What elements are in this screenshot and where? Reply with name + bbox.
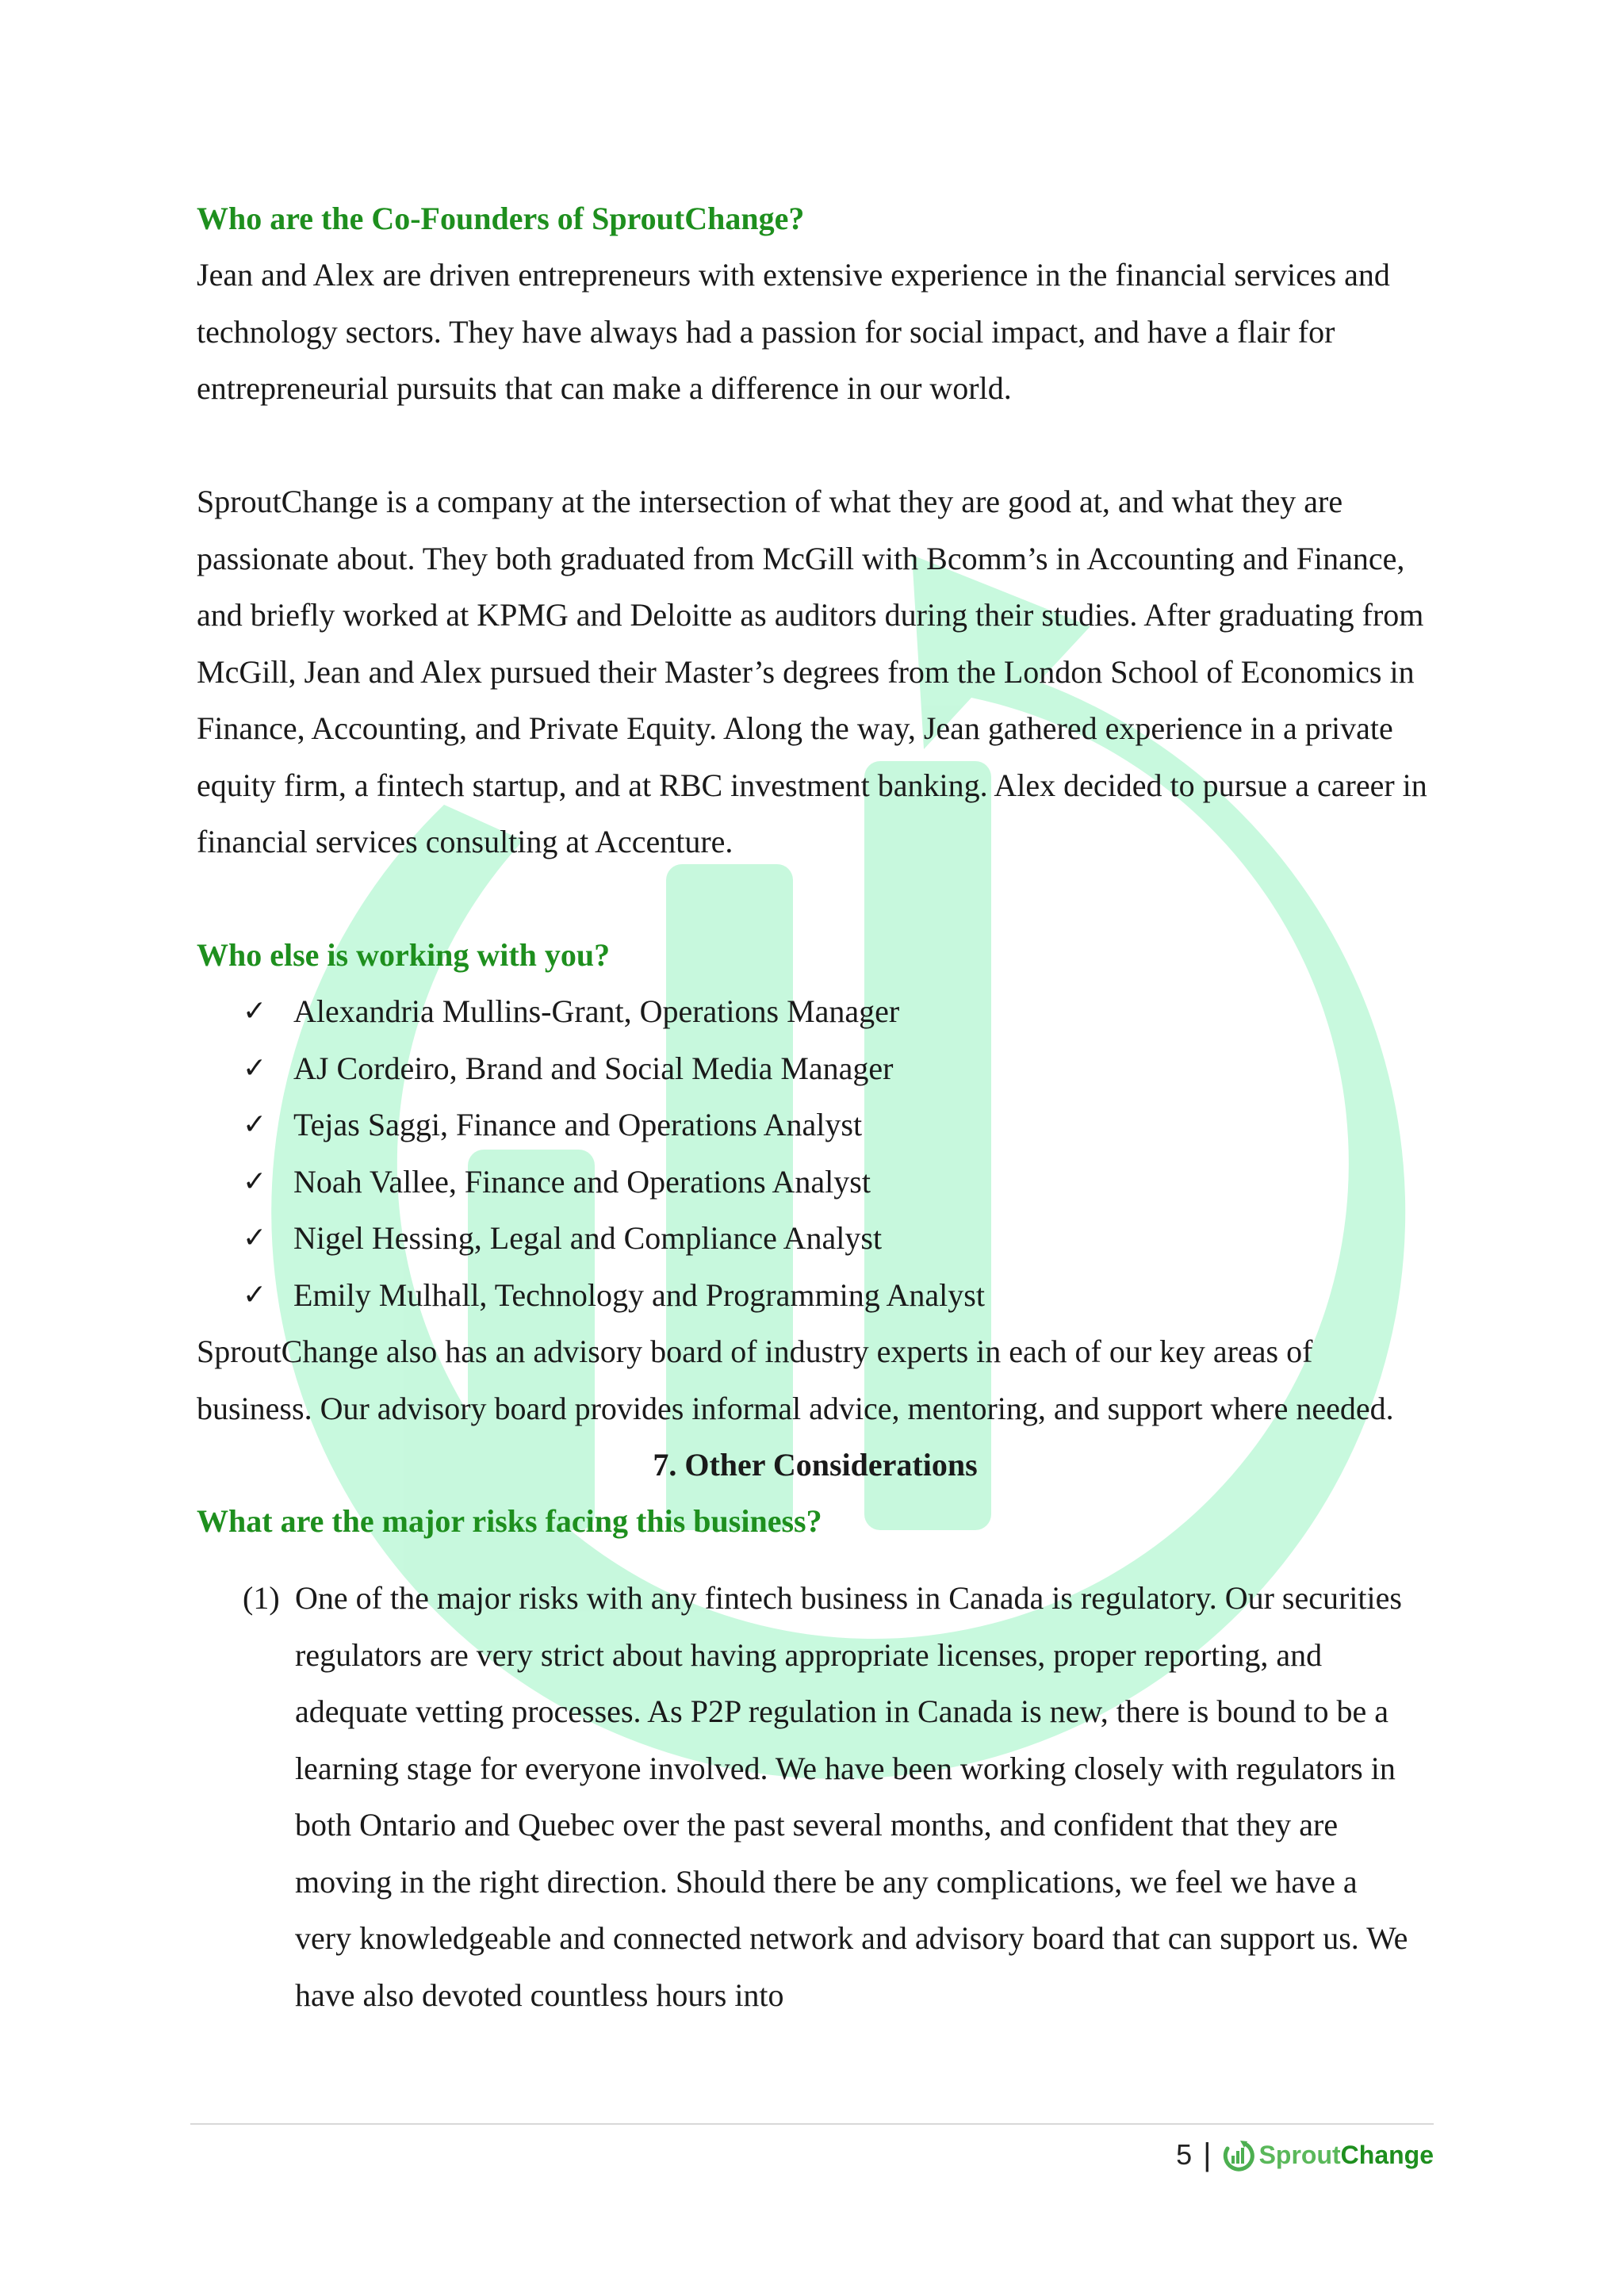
section-title: 7. Other Considerations (653, 1447, 978, 1483)
checkmark-icon: ✓ (243, 1165, 267, 1198)
checkmark-icon: ✓ (243, 1222, 267, 1254)
page-number: 5 (1176, 2138, 1193, 2171)
checkmark-icon: ✓ (243, 1051, 267, 1085)
cofounders-paragraph-2: SproutChange is a company at the intersection of what they are good at, and what they are passionate about. They both graduated from McGill with Bcomm’s in Accounting and Finance, and briefly worked at KPMG and Deloitte as auditors during their studies. After graduating from McGill, Jean and Alex pursued their Master’s degrees from the London School of Economics in Finance, Accounting, and Private Equity. Along the way, Jean gathered experience in a private equity firm, a fintech startup, and at RBC investment banking. Alex decided to pursue a career in financial services consulting at Accenture. (197, 484, 1427, 859)
brand-name-part1: Sprout (1258, 2140, 1341, 2169)
footer-divider (190, 2123, 1434, 2125)
page-footer (1176, 2133, 1434, 2177)
page-body (197, 190, 1434, 2023)
team-member-text: Alexandria Mullins-Grant, Operations Manager (293, 993, 900, 1029)
sprout-logo-icon (1221, 2138, 1254, 2172)
team-member (197, 1210, 1434, 1267)
risks-heading: What are the major risks facing this business? (197, 1503, 822, 1539)
team-member (197, 1040, 1434, 1097)
checkmark-icon: ✓ (243, 1108, 267, 1141)
team-member-text: Noah Vallee, Finance and Operations Analyst (293, 1163, 871, 1200)
cofounders-paragraph-1: Jean and Alex are driven entrepreneurs with extensive experience in the financial services and technology sectors. They have always had a passion for social impact, and have a flair for entrepreneurial pursuits that can make a difference in our world. (197, 257, 1390, 406)
team-heading: Who else is working with you? (197, 937, 611, 973)
brand-name (1259, 2141, 1434, 2170)
team-member-text: Nigel Hessing, Legal and Compliance Analyst (293, 1220, 883, 1256)
team-member-text: Tejas Saggi, Finance and Operations Analyst (293, 1107, 863, 1142)
team-member (197, 1267, 1434, 1324)
risk-text: One of the major risks with any fintech business in Canada is regulatory. Our securities regulators are very strict about having appropriate licenses, proper reporting, and adequate vetting processes. As P2P regulation in Canada is new, there is bound to be a learning stage for everyone involved. We have been working closely with regulators in both Ontario and Quebec over the past several months, and confident that they are moving in the right direction. Should there be any complications, we feel we have a very knowledgeable and connected network and advisory board that can support us. We have also devoted countless hours into (295, 1580, 1408, 2013)
risk-number: (1) (243, 1580, 280, 1616)
team-member (197, 983, 1434, 1040)
team-list (197, 983, 1434, 1323)
team-member-text: Emily Mulhall, Technology and Programming Analyst (293, 1276, 985, 1313)
cofounders-heading: Who are the Co-Founders of SproutChange? (197, 201, 805, 236)
checkmark-icon: ✓ (243, 1278, 267, 1311)
risk-item (197, 1570, 1434, 2023)
team-member (197, 1154, 1434, 1211)
checkmark-icon: ✓ (243, 995, 267, 1027)
brand-name-part2: Change (1340, 2140, 1434, 2169)
team-member (197, 1096, 1434, 1154)
footer-separator: | (1203, 2137, 1212, 2172)
advisory-paragraph: SproutChange also has an advisory board of industry experts in each of our key areas of business. Our advisory board provides informal advice, mentoring, and support where needed. (197, 1334, 1394, 1426)
team-member-text: AJ Cordeiro, Brand and Social Media Manager (293, 1050, 894, 1086)
